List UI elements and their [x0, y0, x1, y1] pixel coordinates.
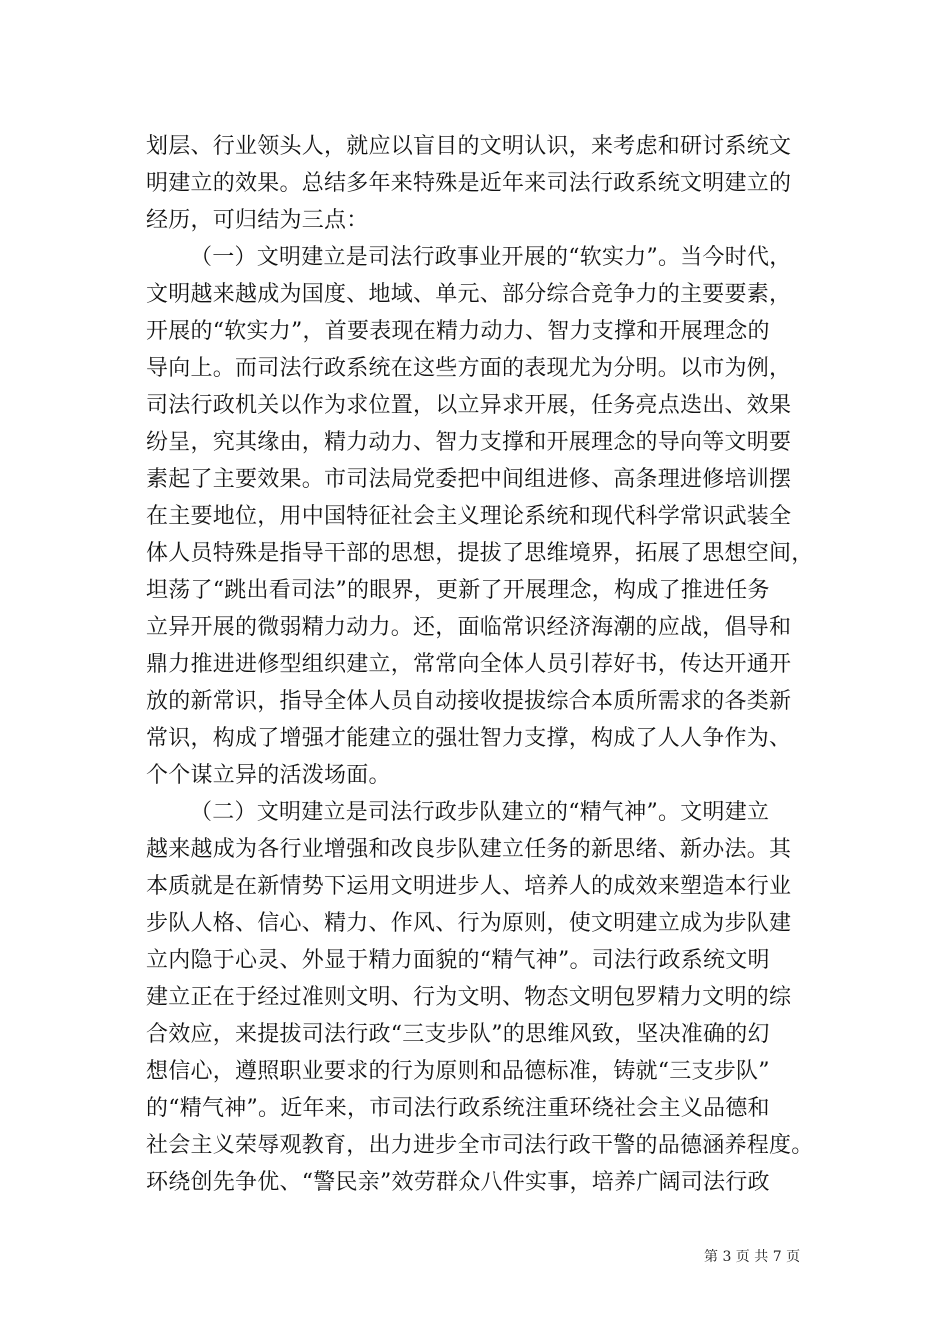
text-line: 越来越成为各行业增强和改良步队建立任务的新思绪、新办法。其: [146, 837, 792, 862]
text-line: 社会主义荣辱观教育，出力进步全市司法行政干警的品德涵养程度。: [146, 1133, 814, 1158]
text-line: 放的新常识，指导全体人员自动接收提拔综合本质所需求的各类新: [146, 689, 792, 714]
text-line: 个个谋立异的活泼场面。: [146, 763, 391, 788]
text-line: 明建立的效果。总结多年来特殊是近年来司法行政系统文明建立的: [146, 171, 792, 196]
text-line: 合效应，来提拔司法行政“三支步队”的思维风致，坚决准确的幻: [146, 1022, 770, 1047]
text-line: 经历，可归结为三点：: [146, 208, 369, 233]
text-line: 立内隐于心灵、外显于精力面貌的“精气神”。司法行政系统文明: [146, 948, 770, 973]
text-line: 步队人格、信心、精力、作风、行为原则，使文明建立成为步队建: [146, 911, 792, 936]
text-line: 体人员特殊是指导干部的思想，提拔了思维境界，拓展了思想空间，: [146, 541, 814, 566]
text-line: 司法行政机关以作为求位置，以立异求开展，任务亮点迭出、效果: [146, 393, 792, 418]
page-number-footer: 第 3 页 共 7 页: [704, 1249, 801, 1265]
text-line: 文明越来越成为国度、地域、单元、部分综合竞争力的主要要素，: [146, 282, 792, 307]
text-line: 素起了主要效果。市司法局党委把中间组进修、高条理进修培训摆: [146, 467, 792, 492]
text-line: 导向上。而司法行政系统在这些方面的表现尤为分明。以市为例，: [146, 356, 792, 381]
text-line: 建立正在于经过准则文明、行为文明、物态文明包罗精力文明的综: [146, 985, 792, 1010]
text-line: 环绕创先争优、“警民亲”效劳群众八件实事，培养广阔司法行政: [146, 1170, 770, 1195]
text-line: 开展的“软实力”，首要表现在精力动力、智力支撑和开展理念的: [146, 319, 770, 344]
text-line: 立异开展的微弱精力动力。还，面临常识经济海潮的应战，倡导和: [146, 615, 792, 640]
text-line: 划层、行业领头人，就应以盲目的文明认识，来考虑和研讨系统文: [146, 134, 792, 159]
text-line: 常识，构成了增强才能建立的强壮智力支撑，构成了人人争作为、: [146, 726, 792, 751]
section-heading-line: （一）文明建立是司法行政事业开展的“软实力”。当今时代，: [190, 245, 792, 270]
text-line: 在主要地位，用中国特征社会主义理论系统和现代科学常识武装全: [146, 504, 792, 529]
text-line: 纷呈，究其缘由，精力动力、智力支撑和开展理念的导向等文明要: [146, 430, 792, 455]
text-line: 想信心，遵照职业要求的行为原则和品德标准，铸就“三支步队”: [146, 1059, 770, 1084]
text-line: 的“精气神”。近年来，市司法行政系统注重环绕社会主义品德和: [146, 1096, 770, 1121]
text-line: 鼎力推进进修型组织建立，常常向全体人员引荐好书，传达开通开: [146, 652, 792, 677]
text-line: 坦荡了“跳出看司法”的眼界，更新了开展理念，构成了推进任务: [146, 578, 770, 603]
text-line: 本质就是在新情势下运用文明进步人、培养人的成效来塑造本行业: [146, 874, 792, 899]
body-text: [146, 128, 814, 1201]
section-heading-line: （二）文明建立是司法行政步队建立的“精气神”。文明建立: [190, 800, 770, 825]
